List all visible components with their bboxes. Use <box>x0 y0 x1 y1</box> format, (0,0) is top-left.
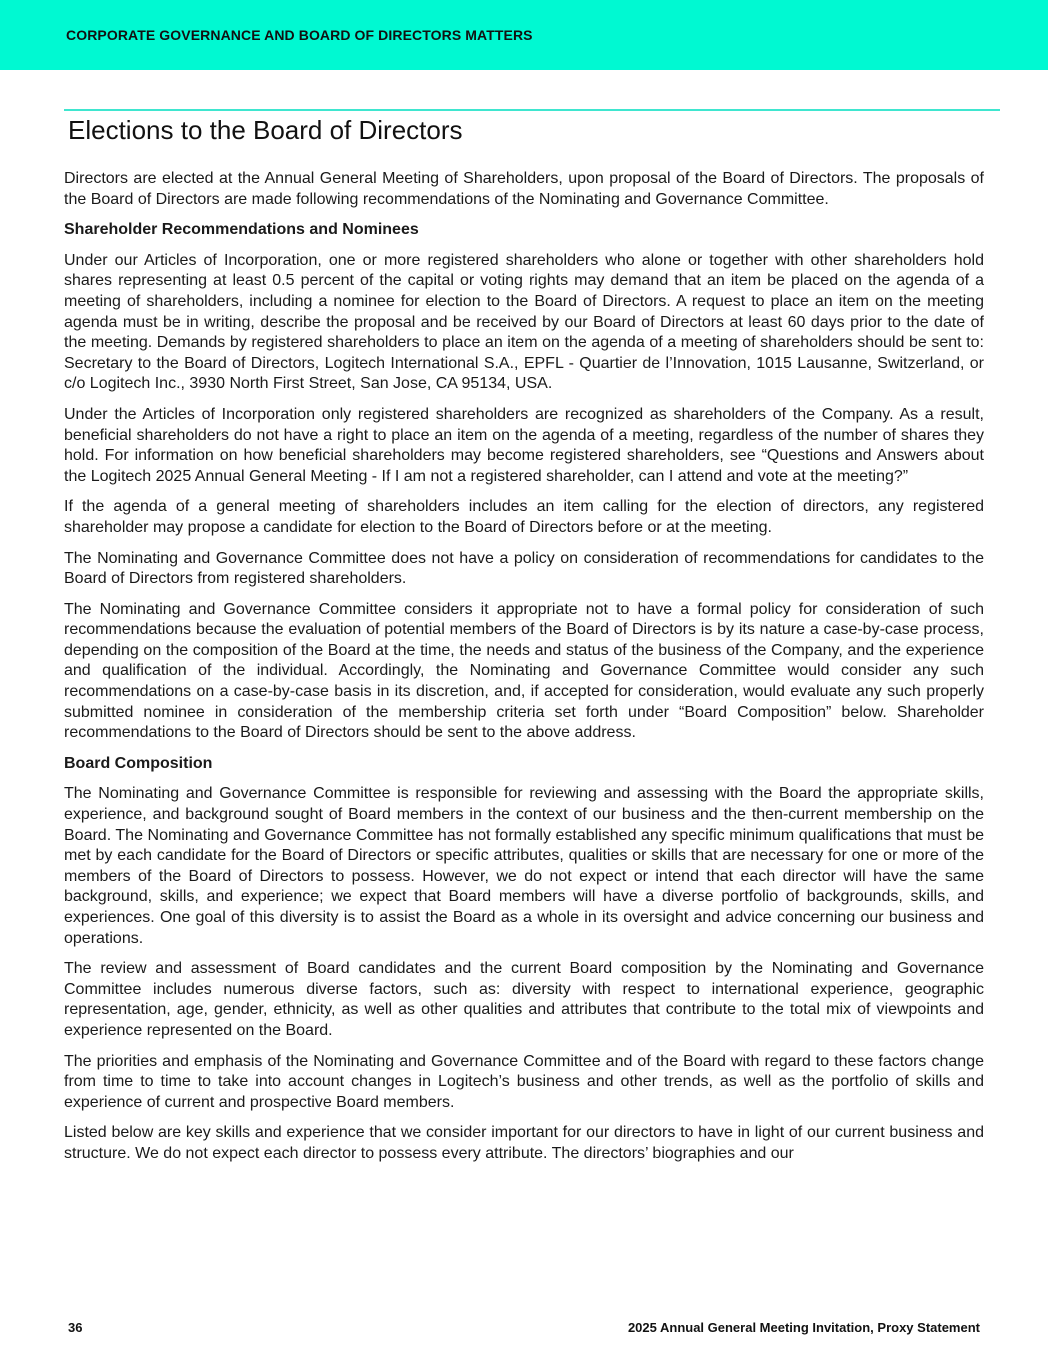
page-number: 36 <box>68 1320 83 1335</box>
paragraph: Directors are elected at the Annual General Meeting of Shareholders, upon proposal of the Board of Directors. The proposals of the Board of Directors are made following recommendations of the Nominating and Governance Committee. <box>64 170 984 208</box>
section-header-bar <box>0 0 1048 70</box>
paragraph: The Nominating and Governance Committee does not have a policy on consideration of recommendations for candidates to the Board of Directors from registered shareholders. <box>64 549 984 588</box>
paragraph: The priorities and emphasis of the Nominating and Governance Committee and of the Board with regard to these factors change from time to time to take into account changes in Logitech’s business and other trends, as well as the portfolio of skills and experience of current and prospective Board members. <box>64 1052 984 1111</box>
paragraph: Under the Articles of Incorporation only registered shareholders are recognized as shareholders of the Company. As a result, beneficial shareholders do not have a right to place an item on the agenda of a meeting, regardless of the number of shares they hold. For information on how beneficial shareholders may become registered shareholders, see “Questions and Answers about the Logitech 2025 Annual General Meeting - If I am not a registered shareholder, can I attend and vote at the meeting?” <box>64 405 984 485</box>
paragraph: Under our Articles of Incorporation, one or more registered shareholders who alone or together with other shareholders hold shares representing at least 0.5 percent of the capital or voting rights may demand that an item be placed on the agenda of a meeting of shareholders, including a nominee for election to the Board of Directors. A request to place an item on the meeting agenda must be in writing, describe the proposal and be received by our Board of Directors at least 60 days prior to the date of the meeting. Demands by registered shareholders to place an item on the agenda of a meeting of shareholders should be sent to: Secretary to the Board of Directors, Logitech International S.A., EPFL - Quartier de l’Innovation, 1015 Lausanne, Switzerland, or c/o Logitech Inc., 3930 North First Street, San Jose, CA 95134, USA. <box>64 251 984 393</box>
document-body <box>64 169 984 1175</box>
paragraph: Listed below are key skills and experience that we consider important for our directors to have in light of our current business and structure. We do not expect each director to possess every attribute. The directors’ biographies and our <box>64 1124 984 1162</box>
paragraph: The Nominating and Governance Committee considers it appropriate not to have a formal policy for consideration of such recommendations because the evaluation of potential members of the Board of Directors is by its nature a case-by-case process, depending on the composition of the Board at the time, the needs and status of the business of the Company, and the experience and qualification of the individual. Accordingly, the Nominating and Governance Committee would consider any such recommendations on a case-by-case basis in its discretion, and, if accepted for consideration, would evaluate any such properly submitted nominee in consideration of the membership criteria set forth under “Board Composition” below. Shareholder recommendations to the Board of Directors should be sent to the above address. <box>64 600 984 742</box>
section-header-title: CORPORATE GOVERNANCE AND BOARD OF DIRECTORS MATTERS <box>66 27 533 43</box>
page-title: Elections to the Board of Directors <box>68 115 463 145</box>
paragraph: If the agenda of a general meeting of shareholders includes an item calling for the election of directors, any registered shareholder may propose a candidate for election to the Board of Directors before or at the meeting. <box>64 498 984 536</box>
section-heading: Shareholder Recommendations and Nominees <box>64 221 419 239</box>
section-heading: Board Composition <box>64 754 213 772</box>
paragraph: The Nominating and Governance Committee is responsible for reviewing and assessing with the Board the appropriate skills, experience, and background sought of Board members in the context of our business and the then-current membership on the Board. The Nominating and Governance Committee has not formally established any specific minimum qualifications that must be met by each candidate for the Board of Directors or specific attributes, qualities or skills that are necessary for one or more of the members of the Board of Directors to possess. However, we do not expect or intend that each director will have the same background, skills, and experience; we expect that Board members will have a diverse portfolio of backgrounds, skills, and experiences. One goal of this diversity is to assist the Board as a whole in its oversight and advice concerning our business and operations. <box>64 785 984 947</box>
paragraph: The review and assessment of Board candidates and the current Board composition by the Nominating and Governance Committee includes numerous diverse factors, such as: diversity with respect to international experience, geographic representation, age, gender, ethnicity, as well as other qualities and attributes that contribute to the total mix of viewpoints and experience represented on the Board. <box>64 960 984 1039</box>
footer-document-title: 2025 Annual General Meeting Invitation, Proxy Statement <box>627 1320 980 1335</box>
title-divider <box>64 109 1000 111</box>
